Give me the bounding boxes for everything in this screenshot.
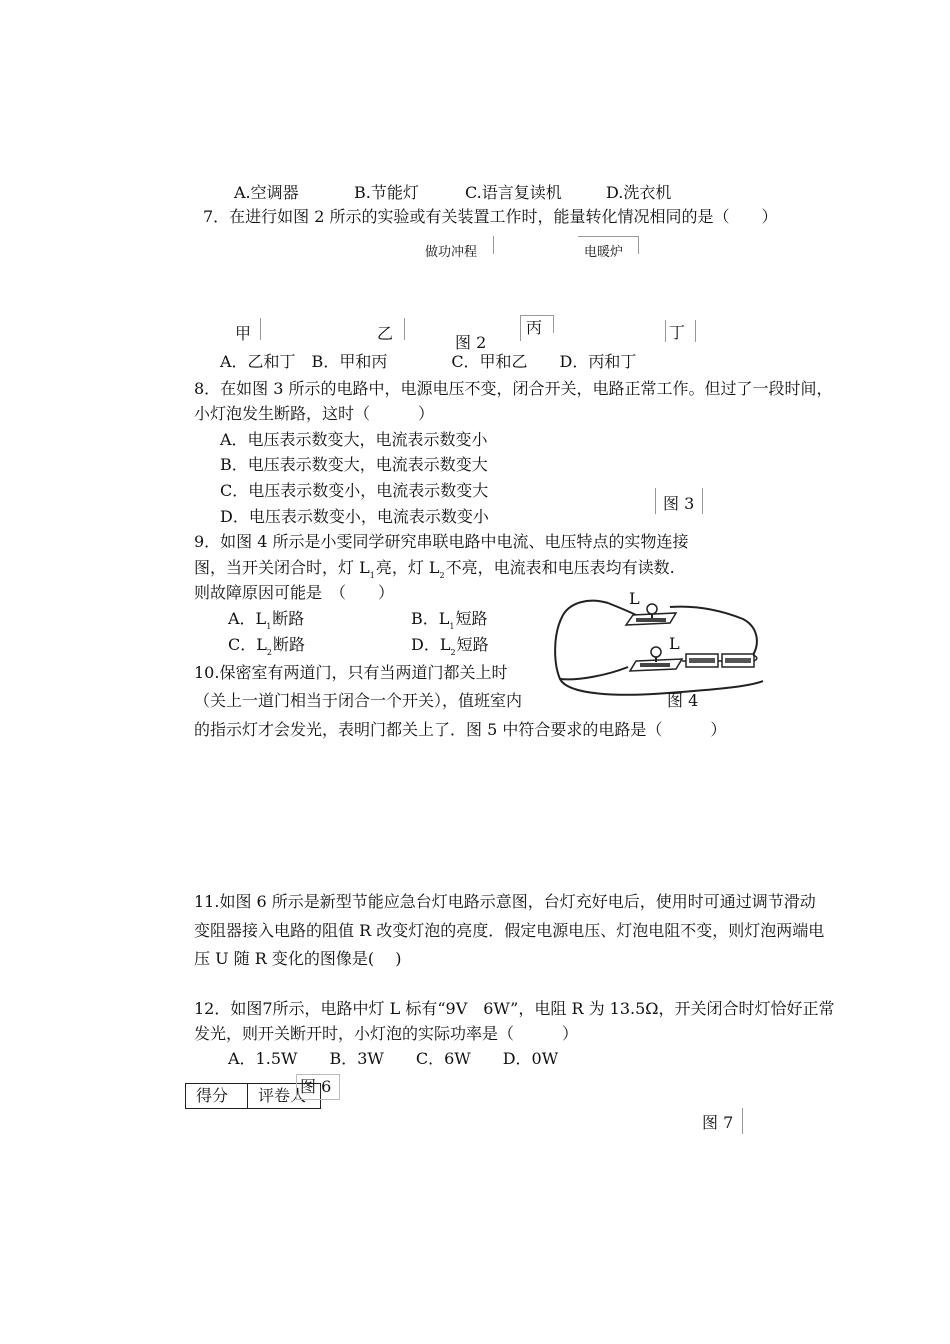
q8-figure-caption: 图 3 (663, 494, 695, 513)
q10-stem-line3: 的指示灯才会发光，表明门都关上了．图 5 中符合要求的电路是（ ） (194, 720, 727, 739)
q9-stem-line2-part1: 图，当开关闭合时，灯 L (194, 558, 370, 577)
wire (670, 607, 757, 655)
q7-image-edge (638, 236, 639, 254)
q6-option-b: B.节能灯 (354, 183, 419, 202)
q12-options: A．1.5W B．3W C．6W D．0W (228, 1049, 559, 1068)
q12-line1: 12．如图7所示，电路中灯 L 标有“9V 6W”，电阻 R 为 13.5Ω，开关闭合时灯恰好正常 (194, 999, 835, 1018)
q9-figure-label-l1: L (629, 589, 640, 608)
wire (560, 667, 628, 679)
l2-lamp-base (640, 663, 670, 667)
q7-label-zuogong: 做功冲程 (425, 245, 478, 260)
q9-subscript: 1 (369, 571, 375, 580)
q9-option-c-prefix: C．L (228, 635, 267, 654)
q9-stem-line1: 9．如图 4 所示是小雯同学研究串联电路中电流、电压特点的实物连接 (194, 532, 689, 551)
q8-figure-edge (702, 488, 703, 514)
q9-option-a (228, 609, 304, 632)
q9-circuit-figure (548, 585, 778, 715)
l2-bulb-icon (651, 647, 661, 657)
q7-options: A．乙和丁 B．甲和丙 C．甲和乙 D．丙和丁 (220, 352, 637, 371)
q9-option-d-prefix: D．L (411, 635, 451, 654)
q6-option-c: C.语言复读机 (465, 183, 562, 202)
q7-image-edge (493, 236, 494, 254)
q9-subscript: 2 (450, 648, 456, 657)
grader-cell: 评卷人 (258, 1086, 307, 1105)
l1-lamp-base (636, 618, 666, 622)
q9-option-b-prefix: B．L (411, 609, 450, 628)
q8-option-d: D．电压表示数变小，电流表示数变小 (220, 507, 489, 526)
score-cell: 得分 (196, 1086, 229, 1105)
q9-option-a-text: 断路 (272, 609, 305, 628)
q7-label-bing: 丙 (526, 318, 543, 337)
q9-option-b-text: 短路 (455, 609, 488, 628)
q7-label-ding: 丁 (669, 323, 686, 342)
battery-icon (725, 658, 751, 663)
fig6-caption: 图 6 (300, 1077, 332, 1096)
q9-figure-label-l2: L (669, 634, 680, 653)
q9-subscript: 2 (266, 648, 272, 657)
score-table-divider (247, 1084, 248, 1108)
q9-option-b (411, 609, 488, 632)
q7-image-edge (520, 315, 553, 316)
q9-stem-line2-part3: 不亮，电流表和电压表均有读数. (445, 558, 675, 577)
q7-label-diannuanlu: 电暖炉 (584, 245, 624, 260)
q11-line2: 变阻器接入电路的阻值 R 改变灯泡的亮度．假定电源电压、灯泡电阻不变，则灯泡两端电 (194, 921, 825, 940)
q7-label-jia: 甲 (235, 324, 252, 343)
l1-bulb-icon (647, 604, 657, 614)
q7-image-edge (553, 315, 554, 333)
q6-option-d: D.洗衣机 (606, 183, 672, 202)
q7-image-edge (665, 320, 666, 342)
q12-line2: 发光，则开关断开时，小灯泡的实际功率是（ ） (194, 1024, 579, 1043)
q8-stem-line1: 8．在如图 3 所示的电路中，电源电压不变，闭合开关，电路正常工作。但过了一段时间， (194, 379, 833, 398)
q7-image-edge (260, 318, 261, 340)
q9-subscript: 2 (439, 571, 445, 580)
q6-option-a: A.空调器 (234, 183, 299, 202)
q10-stem-line2: （关上一道门相当于闭合一个开关），值班室内 (194, 691, 523, 710)
q8-option-a: A．电压表示数变大，电流表示数变小 (220, 430, 488, 449)
q10-stem-line1: 10.保密室有两道门，只有当两道门都关上时 (194, 663, 508, 682)
q8-stem-line2: 小灯泡发生断路，这时（ ） (194, 404, 435, 423)
q7-image-edge (404, 318, 405, 340)
q8-option-c: C．电压表示数变小，电流表示数变大 (220, 481, 489, 500)
q9-option-d-text: 短路 (456, 635, 489, 654)
q9-figure-caption: 图 4 (667, 691, 699, 710)
q7-figure-caption: 图 2 (455, 333, 487, 352)
q9-option-d (411, 635, 489, 658)
battery-icon (689, 658, 715, 663)
q7-image-edge (520, 315, 521, 341)
q8-option-b: B．电压表示数变大，电流表示数变大 (220, 455, 488, 474)
q8-figure-edge (655, 488, 656, 514)
q9-subscript: 1 (449, 622, 455, 631)
fig7-caption: 图 7 (702, 1113, 734, 1132)
q9-stem-line2-part2: 亮，灯 L (375, 558, 440, 577)
q9-option-a-prefix: A．L (228, 609, 267, 628)
q9-option-c-text: 断路 (272, 635, 305, 654)
q11-line3: 压 U 随 R 变化的图像是( ) (194, 949, 402, 968)
q7-image-edge (578, 236, 638, 237)
q7-label-yi: 乙 (377, 324, 394, 343)
q9-stem-line2 (194, 558, 675, 581)
q7-image-edge (695, 320, 696, 342)
fig7-edge (742, 1108, 743, 1134)
q9-stem-line3: 则故障原因可能是 （ ） (194, 583, 395, 602)
q9-subscript: 1 (266, 622, 272, 631)
q9-option-c (228, 635, 305, 658)
q7-stem: 7．在进行如图 2 所示的实验或有关装置工作时，能量转化情况相同的是（ ） (203, 207, 778, 226)
q11-line1: 11.如图 6 所示是新型节能应急台灯电路示意图，台灯充好电后，使用时可通过调节滑动 (194, 892, 816, 911)
